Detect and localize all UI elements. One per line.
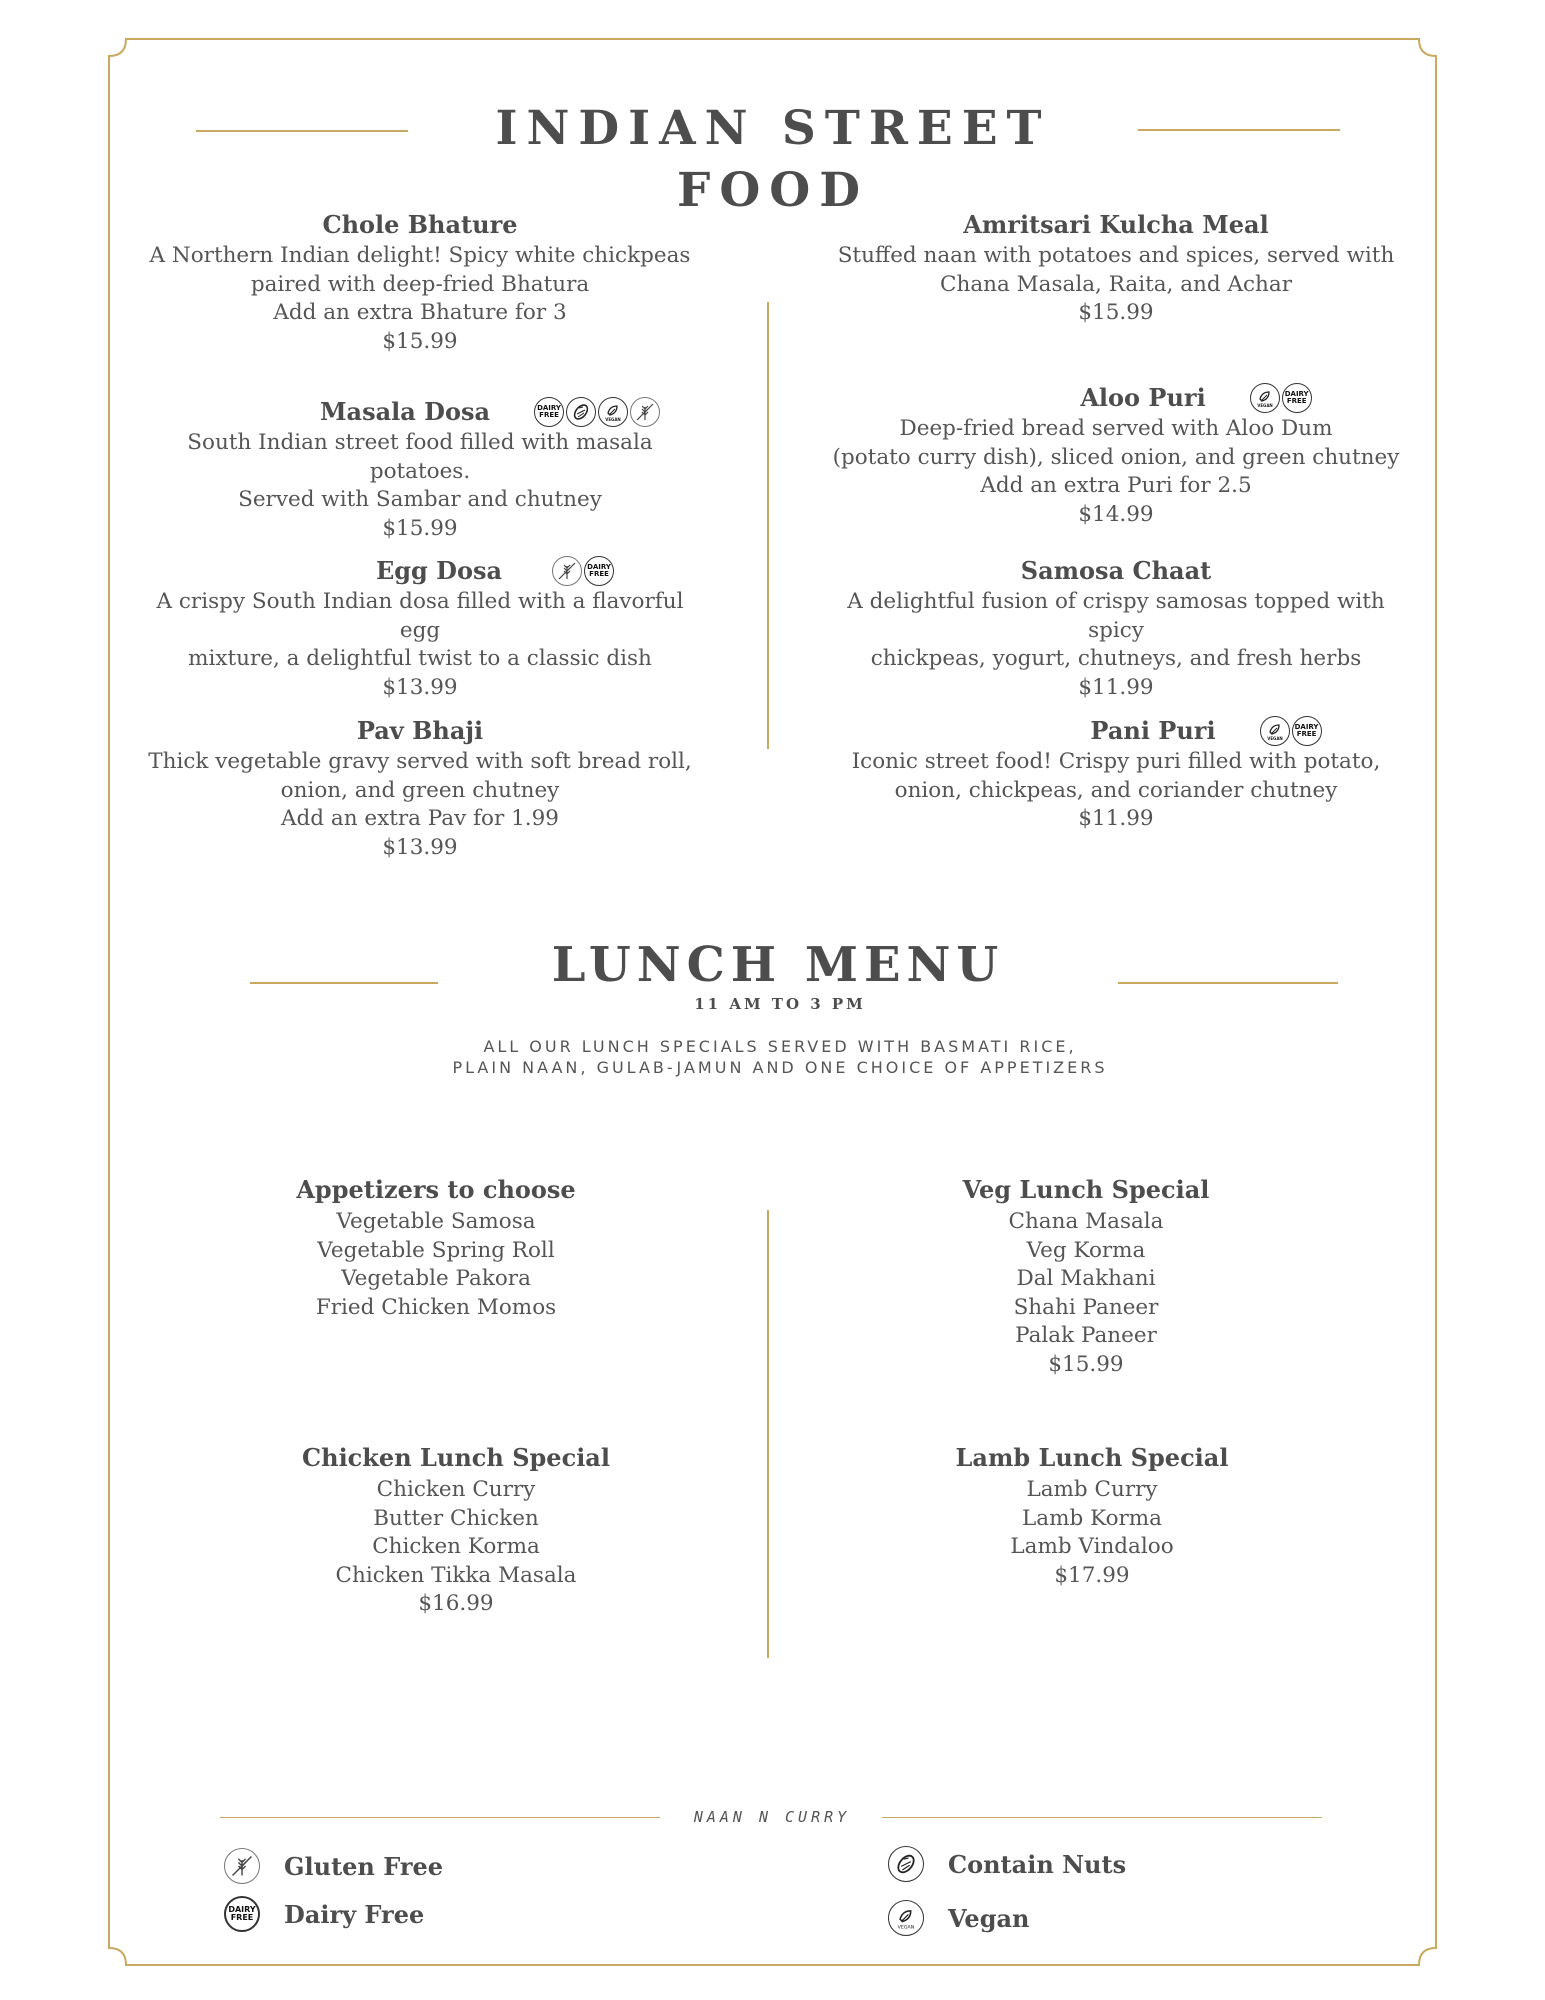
footer-rule-left bbox=[220, 1817, 660, 1818]
item-description: Chana Masala, Raita, and Achar bbox=[940, 271, 1292, 297]
item-name-row bbox=[320, 395, 660, 429]
vegan-icon bbox=[598, 397, 628, 427]
lunch-block-line: Dal Makhani bbox=[1016, 1266, 1156, 1291]
dairy-free-icon bbox=[1292, 716, 1322, 746]
item-addon: Add an extra Puri for 2.5 bbox=[980, 473, 1252, 498]
lunch-block-title: Chicken Lunch Special bbox=[302, 1443, 610, 1472]
item-description: (potato curry dish), sliced onion, and green chutney bbox=[832, 444, 1400, 470]
lunch-note-line: PLAIN NAAN, GULAB-JAMUN AND ONE CHOICE OF APPETIZERS bbox=[452, 1058, 1108, 1077]
item-description: Iconic street food! Crispy puri filled with potato, bbox=[851, 749, 1381, 774]
lunch-hours: 11 AM TO 3 PM bbox=[694, 995, 866, 1013]
item-name: Aloo Puri bbox=[1080, 383, 1206, 412]
svg-text:VEGAN: VEGAN bbox=[1266, 736, 1283, 741]
item-price: $15.99 bbox=[1078, 300, 1154, 325]
lunch-rule-left bbox=[250, 982, 438, 984]
lunch-divider bbox=[767, 1210, 769, 1658]
item-description: Thick vegetable gravy served with soft bread roll, bbox=[148, 749, 692, 774]
svg-text:VEGAN: VEGAN bbox=[605, 417, 621, 422]
lunch-block-line: Lamb Vindaloo bbox=[1010, 1534, 1174, 1559]
item-description: chickpeas, yogurt, chutneys, and fresh herbs bbox=[870, 646, 1362, 671]
legend-label: Gluten Free bbox=[284, 1851, 444, 1881]
dairy-free-icon bbox=[534, 397, 564, 427]
menu-item-aloo-puri bbox=[826, 381, 1406, 529]
dairy-free-badge-text: DAIRY FREE bbox=[1284, 390, 1309, 405]
item-price: $14.99 bbox=[1078, 501, 1154, 527]
legend-dairy-free bbox=[224, 1896, 424, 1932]
item-price: $13.99 bbox=[382, 834, 458, 860]
lunch-block-line: Chicken Curry bbox=[376, 1477, 536, 1502]
item-description: Deep-fried bread served with Aloo Dum bbox=[899, 416, 1333, 441]
lunch-block-line: Palak Paneer bbox=[1015, 1323, 1157, 1348]
dairy-free-icon bbox=[1282, 383, 1312, 413]
legend-label: Contain Nuts bbox=[948, 1849, 1127, 1879]
svg-text:VEGAN: VEGAN bbox=[897, 1925, 915, 1931]
item-price: $11.99 bbox=[1078, 674, 1154, 700]
legend-label: Vegan bbox=[948, 1903, 1030, 1933]
lunch-block-line: Shahi Paneer bbox=[1013, 1294, 1159, 1320]
lunch-block-line: Vegetable Spring Roll bbox=[317, 1237, 555, 1263]
item-description: South Indian street food filled with masala potatoes. bbox=[187, 430, 653, 484]
item-description: A delightful fusion of crispy samosas topped with spicy bbox=[847, 589, 1385, 643]
nuts-icon bbox=[566, 397, 596, 427]
legend-vegan bbox=[888, 1900, 1029, 1936]
lunch-block-line: Chana Masala bbox=[1008, 1209, 1164, 1234]
lunch-block-title: Lamb Lunch Special bbox=[955, 1443, 1229, 1472]
item-name: Egg Dosa bbox=[375, 556, 503, 585]
vegan-icon bbox=[888, 1900, 924, 1936]
lunch-note-line: ALL OUR LUNCH SPECIALS SERVED WITH BASMATI RICE, bbox=[483, 1037, 1077, 1056]
item-addon: Add an extra Bhature for 3 bbox=[273, 300, 567, 325]
dairy-free-badge-text: DAIRY FREE bbox=[228, 1905, 256, 1922]
menu-item-samosa-chaat bbox=[826, 554, 1406, 702]
lunch-block-line: Veg Korma bbox=[1026, 1237, 1146, 1263]
lunch-block-line: Vegetable Samosa bbox=[336, 1209, 536, 1234]
item-description: onion, and green chutney bbox=[280, 777, 560, 803]
item-description: mixture, a delightful twist to a classic dish bbox=[188, 646, 652, 671]
lunch-block-line: Lamb Curry bbox=[1026, 1477, 1158, 1502]
legend-nuts bbox=[888, 1846, 1126, 1882]
item-description: A crispy South Indian dosa filled with a flavorful egg bbox=[156, 589, 684, 643]
item-badges bbox=[534, 397, 660, 427]
item-name-row bbox=[1080, 381, 1311, 415]
lunch-block-line: Butter Chicken bbox=[373, 1505, 539, 1531]
brand-name: NAAN N CURRY bbox=[693, 1808, 851, 1826]
street-food-title: INDIAN STREET FOOD bbox=[495, 101, 1051, 218]
item-price: $15.99 bbox=[382, 328, 458, 354]
item-name-row bbox=[1090, 714, 1321, 748]
item-description: Stuffed naan with potatoes and spices, served with bbox=[837, 243, 1395, 268]
lunch-lamb-special bbox=[892, 1440, 1292, 1590]
vegan-icon bbox=[1260, 716, 1290, 746]
item-name: Pani Puri bbox=[1090, 716, 1216, 745]
title-rule-right bbox=[1138, 129, 1340, 131]
item-description: A Northern Indian delight! Spicy white chickpeas bbox=[149, 243, 691, 268]
item-badges bbox=[1260, 716, 1322, 746]
dairy-free-badge-text: DAIRY FREE bbox=[537, 404, 561, 419]
item-badges bbox=[552, 556, 614, 586]
item-price: $15.99 bbox=[382, 515, 458, 541]
lunch-note bbox=[340, 1036, 1220, 1078]
lunch-block-title: Veg Lunch Special bbox=[962, 1175, 1210, 1204]
item-description: onion, chickpeas, and coriander chutney bbox=[894, 777, 1338, 803]
lunch-price: $15.99 bbox=[1048, 1351, 1124, 1377]
item-name: Masala Dosa bbox=[319, 397, 491, 426]
dairy-free-badge-text: DAIRY FREE bbox=[587, 563, 611, 578]
gluten-free-icon bbox=[224, 1848, 260, 1884]
lunch-block-line: Chicken Tikka Masala bbox=[335, 1562, 577, 1588]
lunch-veg-special bbox=[886, 1172, 1286, 1379]
item-name: Samosa Chaat bbox=[1020, 556, 1212, 585]
lunch-block-line: Lamb Korma bbox=[1022, 1505, 1162, 1531]
gluten-free-icon bbox=[630, 397, 660, 427]
item-description: Served with Sambar and chutney bbox=[238, 487, 602, 512]
lunch-price: $16.99 bbox=[418, 1591, 494, 1616]
vegan-icon bbox=[1250, 383, 1280, 413]
dairy-free-icon bbox=[584, 556, 614, 586]
lunch-title: LUNCH MENU bbox=[551, 937, 1005, 993]
item-name: Chole Bhature bbox=[322, 210, 518, 239]
street-food-divider bbox=[767, 302, 769, 749]
menu-item-amritsari-kulcha bbox=[826, 208, 1406, 328]
menu-item-pani-puri bbox=[826, 714, 1406, 834]
lunch-appetizers bbox=[220, 1172, 652, 1322]
menu-item-chole-bhature bbox=[140, 208, 700, 356]
title-rule-left bbox=[196, 130, 408, 132]
lunch-chicken-special bbox=[240, 1440, 672, 1619]
lunch-block-line: Chicken Korma bbox=[372, 1534, 540, 1559]
dairy-free-badge-text: DAIRY FREE bbox=[1294, 723, 1319, 738]
dairy-free-icon bbox=[224, 1896, 260, 1932]
footer-rule-right bbox=[882, 1817, 1322, 1818]
item-addon: Add an extra Pav for 1.99 bbox=[281, 806, 559, 831]
item-badges bbox=[1250, 383, 1312, 413]
lunch-block-line: Vegetable Pakora bbox=[341, 1266, 531, 1291]
gluten-free-icon bbox=[552, 556, 582, 586]
legend-gluten-free bbox=[224, 1848, 443, 1884]
nuts-icon bbox=[888, 1846, 924, 1882]
svg-text:VEGAN: VEGAN bbox=[1256, 403, 1273, 408]
item-description: paired with deep-fried Bhatura bbox=[250, 271, 590, 297]
menu-item-egg-dosa bbox=[140, 554, 700, 702]
menu-item-masala-dosa bbox=[140, 395, 700, 543]
item-name: Pav Bhaji bbox=[356, 716, 484, 745]
legend-label: Dairy Free bbox=[284, 1899, 425, 1929]
menu-item-pav-bhaji bbox=[140, 714, 700, 862]
item-name: Amritsari Kulcha Meal bbox=[963, 210, 1269, 239]
lunch-rule-right bbox=[1118, 982, 1338, 984]
item-price: $11.99 bbox=[1078, 806, 1154, 831]
lunch-block-title: Appetizers to choose bbox=[296, 1175, 576, 1204]
item-name-row bbox=[376, 554, 614, 588]
lunch-price: $17.99 bbox=[1054, 1562, 1130, 1588]
lunch-block-line: Fried Chicken Momos bbox=[315, 1294, 557, 1320]
item-price: $13.99 bbox=[382, 674, 458, 700]
